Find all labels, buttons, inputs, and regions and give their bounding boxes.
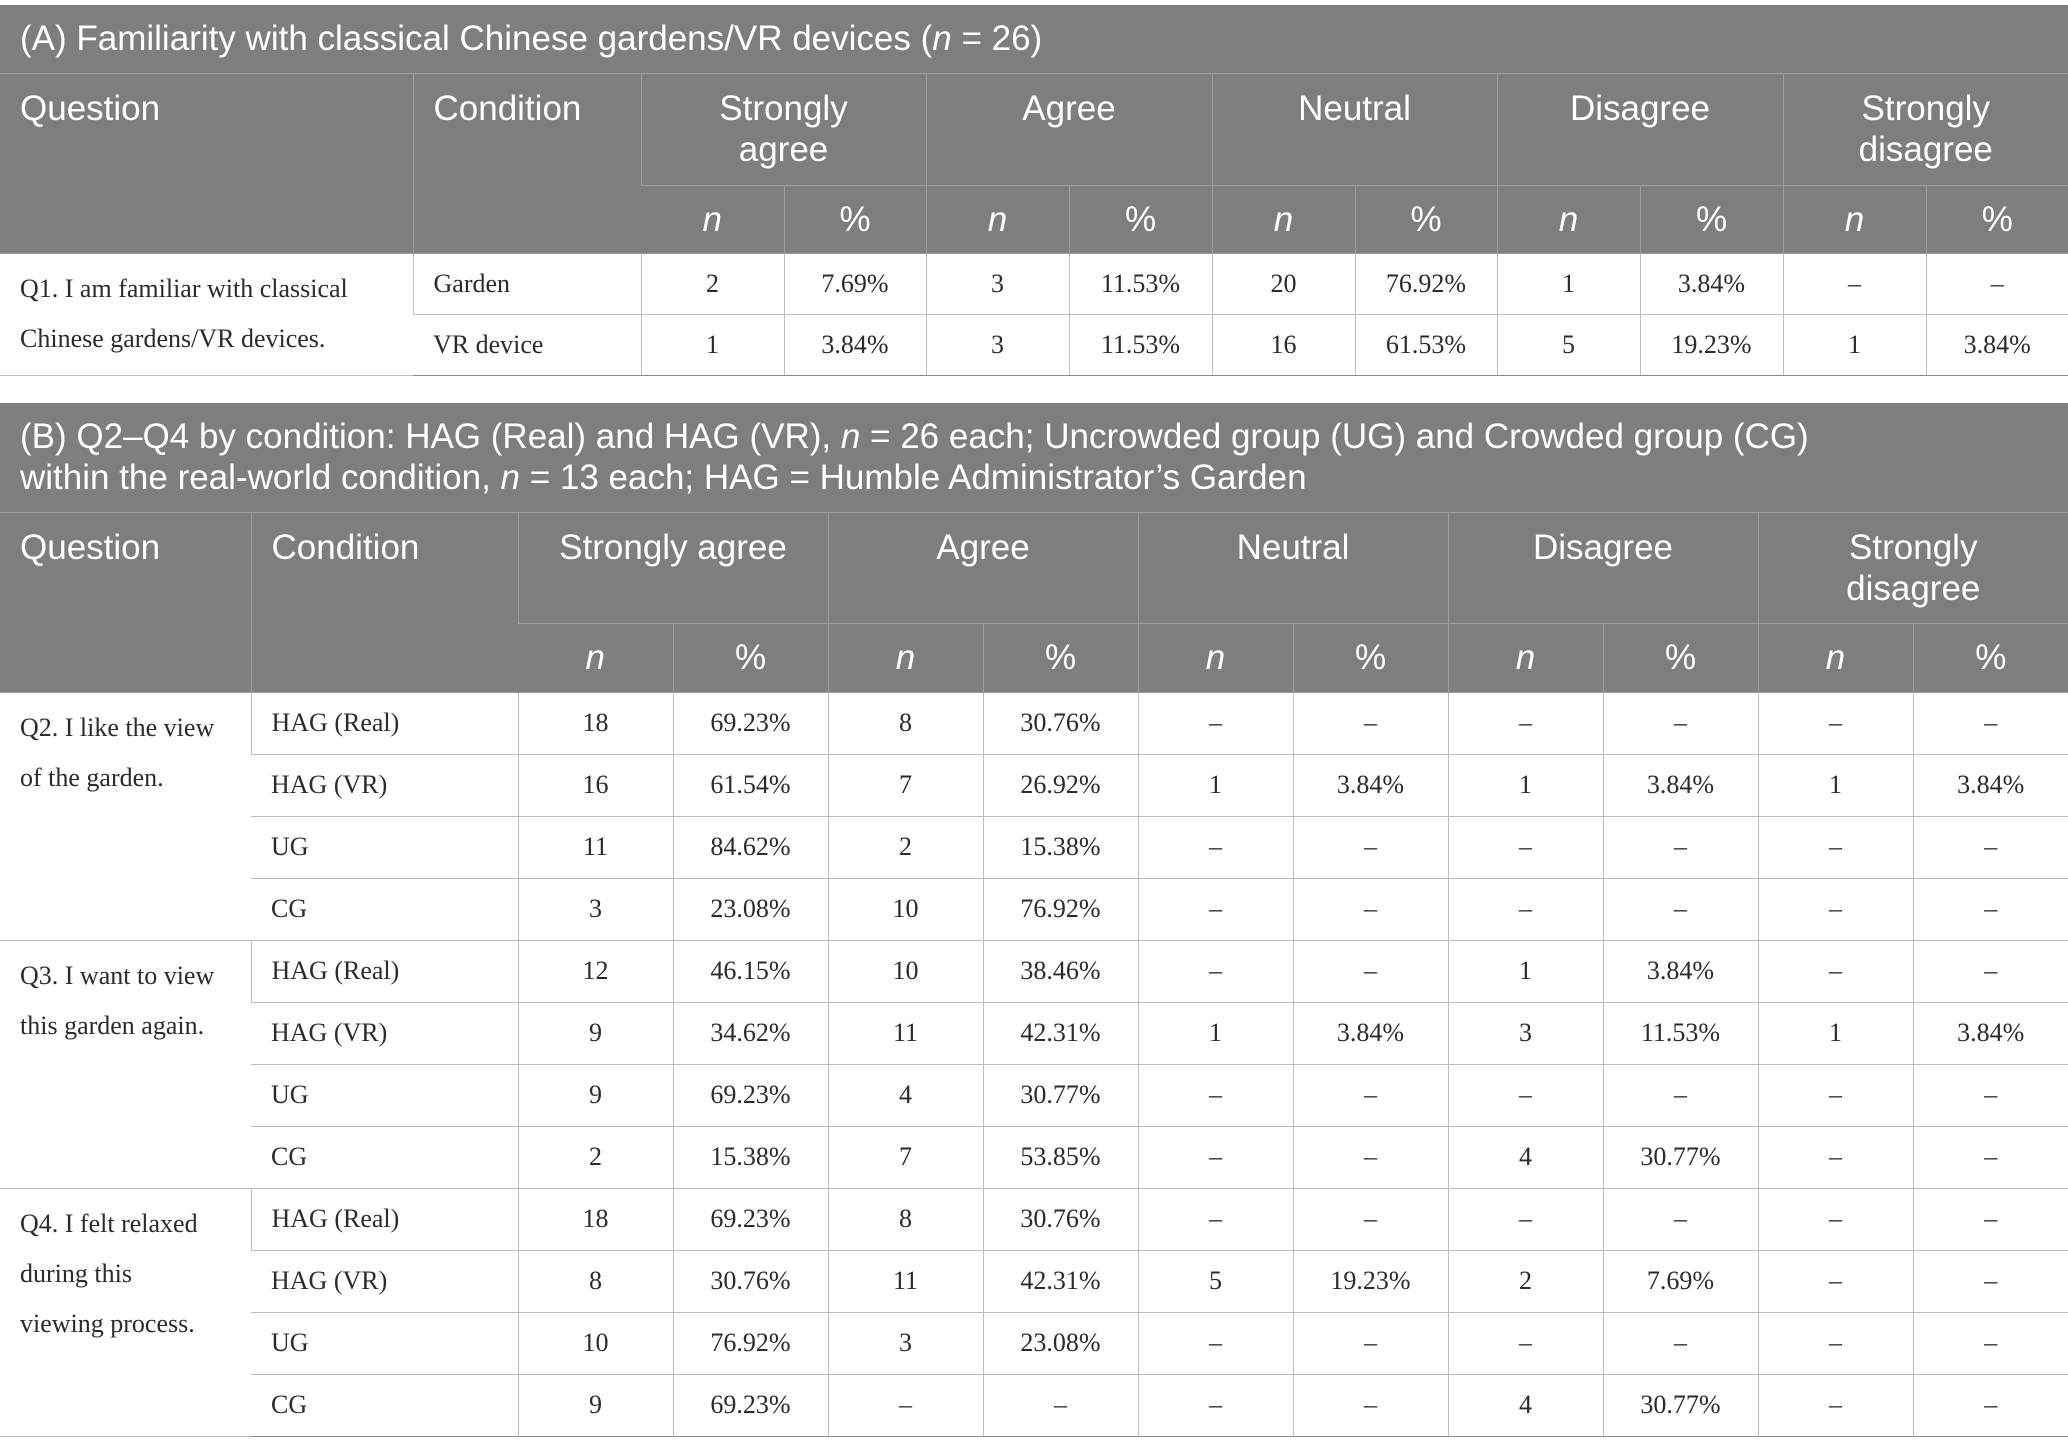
condition-cell: UG	[251, 816, 518, 878]
value-cell: –	[1138, 1188, 1293, 1250]
value-cell: 2	[641, 253, 784, 314]
value-cell: –	[1138, 816, 1293, 878]
value-cell: 2	[518, 1126, 673, 1188]
value-cell: 30.77%	[1603, 1126, 1758, 1188]
condition-cell: HAG (VR)	[251, 1002, 518, 1064]
table-row	[0, 754, 2068, 816]
value-cell: –	[1603, 878, 1758, 940]
value-cell: –	[1913, 1374, 2068, 1436]
value-cell: 9	[518, 1374, 673, 1436]
value-cell: –	[1758, 692, 1913, 754]
value-cell: 1	[1783, 314, 1926, 375]
header-agree: Agree	[828, 512, 1138, 623]
subheader-pct: %	[1913, 623, 2068, 692]
value-cell: –	[1138, 1312, 1293, 1374]
value-cell: 5	[1138, 1250, 1293, 1312]
value-cell: –	[1603, 1064, 1758, 1126]
value-cell: 9	[518, 1002, 673, 1064]
value-cell: 34.62%	[673, 1002, 828, 1064]
table-row	[0, 1374, 2068, 1436]
header-strongly-disagree: Strongly disagree	[1783, 73, 2068, 185]
value-cell: –	[1293, 1064, 1448, 1126]
value-cell: 23.08%	[673, 878, 828, 940]
subheader-n: n	[926, 185, 1069, 253]
value-cell: 10	[828, 878, 983, 940]
value-cell: 16	[518, 754, 673, 816]
value-cell: 3	[1448, 1002, 1603, 1064]
value-cell: 61.54%	[673, 754, 828, 816]
subheader-pct: %	[784, 185, 926, 253]
value-cell: 3.84%	[1913, 1002, 2068, 1064]
value-cell: –	[1758, 878, 1913, 940]
condition-cell: HAG (VR)	[251, 1250, 518, 1312]
value-cell: –	[1448, 692, 1603, 754]
value-cell: –	[1913, 1250, 2068, 1312]
value-cell: 53.85%	[983, 1126, 1138, 1188]
value-cell: 69.23%	[673, 1188, 828, 1250]
subheader-pct: %	[1603, 623, 1758, 692]
subheader-n: n	[518, 623, 673, 692]
table-row	[0, 1064, 2068, 1126]
value-cell: 30.77%	[1603, 1374, 1758, 1436]
condition-cell: VR device	[413, 314, 641, 375]
value-cell: –	[1913, 1188, 2068, 1250]
question-cell: Q3. I want to view this garden again.	[0, 940, 251, 1188]
value-cell: –	[1448, 816, 1603, 878]
table-row	[0, 816, 2068, 878]
header-disagree: Disagree	[1497, 73, 1783, 185]
value-cell: 15.38%	[983, 816, 1138, 878]
value-cell: 4	[1448, 1126, 1603, 1188]
question-cell: Q2. I like the view of the garden.	[0, 692, 251, 940]
value-cell: 69.23%	[673, 1374, 828, 1436]
value-cell: 42.31%	[983, 1250, 1138, 1312]
subheader-n: n	[828, 623, 983, 692]
table-row	[0, 1126, 2068, 1188]
condition-cell: CG	[251, 1374, 518, 1436]
value-cell: 18	[518, 1188, 673, 1250]
value-cell: –	[1913, 816, 2068, 878]
value-cell: –	[1758, 1188, 1913, 1250]
table-row	[0, 692, 2068, 754]
value-cell: –	[1926, 253, 2068, 314]
question-cell: Q4. I felt relaxed during this viewing process.	[0, 1188, 251, 1436]
value-cell: 8	[828, 1188, 983, 1250]
value-cell: –	[1448, 878, 1603, 940]
subheader-pct: %	[1640, 185, 1783, 253]
header-neutral: Neutral	[1138, 512, 1448, 623]
subheader-pct: %	[1069, 185, 1212, 253]
value-cell: 12	[518, 940, 673, 1002]
value-cell: –	[1603, 1188, 1758, 1250]
value-cell: 19.23%	[1293, 1250, 1448, 1312]
value-cell: 11.53%	[1603, 1002, 1758, 1064]
header-strongly-agree: Strongly agree	[641, 73, 926, 185]
condition-cell: HAG (Real)	[251, 692, 518, 754]
subheader-n: n	[1758, 623, 1913, 692]
value-cell: 3.84%	[1293, 1002, 1448, 1064]
value-cell: 4	[828, 1064, 983, 1126]
value-cell: 7	[828, 1126, 983, 1188]
header-neutral: Neutral	[1212, 73, 1497, 185]
value-cell: –	[1603, 692, 1758, 754]
header-strongly-agree: Strongly agree	[518, 512, 828, 623]
table-row	[0, 1312, 2068, 1374]
value-cell: 10	[828, 940, 983, 1002]
value-cell: –	[1138, 692, 1293, 754]
header-condition: Condition	[413, 73, 641, 253]
subheader-n: n	[1448, 623, 1603, 692]
value-cell: 11.53%	[1069, 314, 1212, 375]
condition-cell: UG	[251, 1064, 518, 1126]
value-cell: 11	[518, 816, 673, 878]
table-row	[0, 1002, 2068, 1064]
value-cell: –	[1758, 816, 1913, 878]
value-cell: –	[1913, 1064, 2068, 1126]
value-cell: –	[1293, 940, 1448, 1002]
table-a-familiarity	[0, 5, 2068, 376]
value-cell: 1	[641, 314, 784, 375]
value-cell: 1	[1138, 1002, 1293, 1064]
value-cell: 3.84%	[784, 314, 926, 375]
value-cell: 1	[1448, 754, 1603, 816]
value-cell: –	[828, 1374, 983, 1436]
value-cell: 8	[518, 1250, 673, 1312]
value-cell: 5	[1497, 314, 1640, 375]
condition-cell: Garden	[413, 253, 641, 314]
value-cell: –	[1448, 1312, 1603, 1374]
value-cell: –	[1293, 1188, 1448, 1250]
value-cell: 26.92%	[983, 754, 1138, 816]
value-cell: 3.84%	[1293, 754, 1448, 816]
value-cell: 19.23%	[1640, 314, 1783, 375]
subheader-pct: %	[983, 623, 1138, 692]
value-cell: –	[1448, 1188, 1603, 1250]
condition-cell: CG	[251, 1126, 518, 1188]
header-agree: Agree	[926, 73, 1212, 185]
value-cell: 2	[828, 816, 983, 878]
value-cell: 16	[1212, 314, 1355, 375]
value-cell: 11	[828, 1002, 983, 1064]
value-cell: 38.46%	[983, 940, 1138, 1002]
value-cell: –	[1293, 816, 1448, 878]
value-cell: 8	[828, 692, 983, 754]
value-cell: –	[1293, 1312, 1448, 1374]
value-cell: 3.84%	[1926, 314, 2068, 375]
subheader-n: n	[641, 185, 784, 253]
header-disagree: Disagree	[1448, 512, 1758, 623]
value-cell: –	[1293, 878, 1448, 940]
condition-cell: HAG (VR)	[251, 754, 518, 816]
value-cell: –	[1448, 1064, 1603, 1126]
value-cell: –	[983, 1374, 1138, 1436]
value-cell: –	[1603, 816, 1758, 878]
subheader-n: n	[1497, 185, 1640, 253]
condition-cell: HAG (Real)	[251, 1188, 518, 1250]
value-cell: 3.84%	[1603, 940, 1758, 1002]
value-cell: –	[1138, 1064, 1293, 1126]
value-cell: –	[1913, 878, 2068, 940]
value-cell: 2	[1448, 1250, 1603, 1312]
subheader-pct: %	[1293, 623, 1448, 692]
value-cell: 76.92%	[673, 1312, 828, 1374]
value-cell: 23.08%	[983, 1312, 1138, 1374]
value-cell: 10	[518, 1312, 673, 1374]
value-cell: –	[1913, 940, 2068, 1002]
value-cell: –	[1913, 1312, 2068, 1374]
value-cell: 3	[926, 314, 1069, 375]
value-cell: 15.38%	[673, 1126, 828, 1188]
value-cell: 4	[1448, 1374, 1603, 1436]
value-cell: 1	[1758, 754, 1913, 816]
value-cell: –	[1293, 1374, 1448, 1436]
value-cell: –	[1138, 940, 1293, 1002]
value-cell: 3.84%	[1603, 754, 1758, 816]
value-cell: 3	[518, 878, 673, 940]
value-cell: 69.23%	[673, 1064, 828, 1126]
value-cell: 7	[828, 754, 983, 816]
value-cell: 9	[518, 1064, 673, 1126]
value-cell: –	[1913, 1126, 2068, 1188]
value-cell: 7.69%	[1603, 1250, 1758, 1312]
condition-cell: CG	[251, 878, 518, 940]
header-strongly-disagree: Strongly disagree	[1758, 512, 2068, 623]
value-cell: 1	[1448, 940, 1603, 1002]
value-cell: –	[1138, 1374, 1293, 1436]
value-cell: 3.84%	[1913, 754, 2068, 816]
table-a-title: (A) Familiarity with classical Chinese gardens/VR devices (n = 26)	[0, 5, 2068, 73]
value-cell: 3.84%	[1640, 253, 1783, 314]
value-cell: 61.53%	[1355, 314, 1497, 375]
value-cell: –	[1758, 1064, 1913, 1126]
value-cell: 30.77%	[983, 1064, 1138, 1126]
value-cell: 30.76%	[673, 1250, 828, 1312]
value-cell: 69.23%	[673, 692, 828, 754]
value-cell: 84.62%	[673, 816, 828, 878]
condition-cell: UG	[251, 1312, 518, 1374]
value-cell: –	[1758, 1374, 1913, 1436]
value-cell: 76.92%	[983, 878, 1138, 940]
table-b-conditions	[0, 403, 2068, 1437]
value-cell: 7.69%	[784, 253, 926, 314]
value-cell: 11	[828, 1250, 983, 1312]
value-cell: 3	[926, 253, 1069, 314]
value-cell: 46.15%	[673, 940, 828, 1002]
value-cell: –	[1913, 692, 2068, 754]
header-condition: Condition	[251, 512, 518, 692]
table-row	[0, 253, 2068, 314]
value-cell: –	[1758, 1250, 1913, 1312]
header-question: Question	[0, 512, 251, 692]
table-row	[0, 1188, 2068, 1250]
value-cell: –	[1603, 1312, 1758, 1374]
subheader-n: n	[1783, 185, 1926, 253]
table-row	[0, 940, 2068, 1002]
table-row	[0, 1250, 2068, 1312]
value-cell: 1	[1138, 754, 1293, 816]
value-cell: 1	[1758, 1002, 1913, 1064]
value-cell: –	[1758, 1312, 1913, 1374]
header-question: Question	[0, 73, 413, 253]
value-cell: 11.53%	[1069, 253, 1212, 314]
table-b-title: (B) Q2–Q4 by condition: HAG (Real) and HAG (VR), n = 26 each; Uncrowded group (UG) and Crowded group (CG) within the real-world condition, n = 13 each; HAG = Humble Administrator’s Garden	[0, 403, 2068, 512]
subheader-pct: %	[1926, 185, 2068, 253]
value-cell: 42.31%	[983, 1002, 1138, 1064]
table-row	[0, 878, 2068, 940]
value-cell: 30.76%	[983, 692, 1138, 754]
subheader-pct: %	[673, 623, 828, 692]
value-cell: –	[1138, 878, 1293, 940]
subheader-pct: %	[1355, 185, 1497, 253]
value-cell: –	[1293, 1126, 1448, 1188]
value-cell: 3	[828, 1312, 983, 1374]
value-cell: 18	[518, 692, 673, 754]
value-cell: 30.76%	[983, 1188, 1138, 1250]
subheader-n: n	[1212, 185, 1355, 253]
question-cell: Q1. I am familiar with classical Chinese gardens/VR devices.	[0, 253, 413, 375]
condition-cell: HAG (Real)	[251, 940, 518, 1002]
value-cell: –	[1293, 692, 1448, 754]
subheader-n: n	[1138, 623, 1293, 692]
value-cell: 1	[1497, 253, 1640, 314]
value-cell: –	[1758, 1126, 1913, 1188]
value-cell: 76.92%	[1355, 253, 1497, 314]
value-cell: –	[1783, 253, 1926, 314]
value-cell: –	[1758, 940, 1913, 1002]
value-cell: 20	[1212, 253, 1355, 314]
value-cell: –	[1138, 1126, 1293, 1188]
